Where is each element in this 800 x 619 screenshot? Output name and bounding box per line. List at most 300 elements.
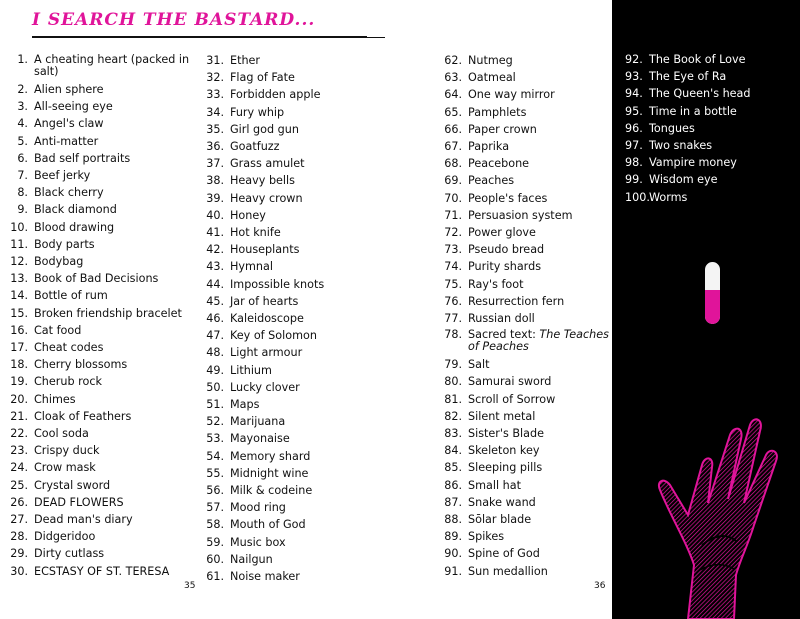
item-text: Milk & codeine xyxy=(230,484,313,498)
list-item xyxy=(8,356,198,373)
page-number-left: 35 xyxy=(184,581,196,591)
item-text: Forbidden apple xyxy=(230,88,321,102)
item-number: 97. xyxy=(625,139,643,153)
list-item xyxy=(204,413,404,430)
item-number: 88. xyxy=(444,513,462,527)
item-number: 56. xyxy=(206,484,224,498)
item-number: 75. xyxy=(444,277,462,291)
list-item xyxy=(440,310,610,327)
item-number: 74. xyxy=(444,260,462,274)
item-number: 44. xyxy=(206,277,224,291)
item-number: 31. xyxy=(206,54,224,67)
list-item xyxy=(440,528,610,545)
item-number: 39. xyxy=(206,191,224,205)
item-number: 54. xyxy=(206,449,224,463)
item-number: 29. xyxy=(10,547,28,561)
item-text: Girl god gun xyxy=(230,122,299,136)
item-number: 37. xyxy=(206,157,224,171)
item-number: 57. xyxy=(206,501,224,515)
list-item xyxy=(440,104,610,121)
list-item xyxy=(8,52,198,81)
item-text: Kaleidoscope xyxy=(230,312,304,326)
title-underline-tail xyxy=(367,37,385,38)
item-number: 96. xyxy=(625,121,643,135)
item-number: 46. xyxy=(206,312,224,326)
item-text: Peacebone xyxy=(468,157,530,171)
item-text: Dead man's diary xyxy=(34,513,133,527)
item-text: Nutmeg xyxy=(468,54,513,67)
item-text: Impossible knots xyxy=(230,277,325,291)
list-item xyxy=(440,121,610,138)
item-number: 89. xyxy=(444,530,462,544)
item-number: 73. xyxy=(444,243,462,257)
list-item xyxy=(440,477,610,494)
item-number: 62. xyxy=(444,54,462,67)
list-item xyxy=(204,534,404,551)
item-number: 27. xyxy=(10,513,28,527)
item-text: Hymnal xyxy=(230,260,273,274)
list-item xyxy=(8,322,198,339)
list-item xyxy=(204,499,404,516)
item-number: 8. xyxy=(17,186,28,200)
item-text: Cloak of Feathers xyxy=(34,409,132,423)
list-item xyxy=(8,459,198,476)
item-text: Paprika xyxy=(468,140,510,154)
list-item xyxy=(204,465,404,482)
item-number: 3. xyxy=(17,100,28,114)
list-item xyxy=(204,516,404,533)
item-text: All-seeing eye xyxy=(34,100,113,114)
item-text: Spine of God xyxy=(468,547,540,561)
item-text: Blood drawing xyxy=(34,220,115,234)
item-text: Sleeping pills xyxy=(468,461,543,475)
list-item xyxy=(204,138,404,155)
item-number: 13. xyxy=(10,272,28,286)
item-number: 69. xyxy=(444,174,462,188)
list-item xyxy=(8,184,198,201)
list-item xyxy=(440,276,610,293)
item-text: Hot knife xyxy=(230,226,281,240)
pill-capsule-pink-half xyxy=(705,290,720,324)
item-number: 87. xyxy=(444,495,462,509)
list-item xyxy=(8,150,198,167)
item-number: 6. xyxy=(17,151,28,165)
item-number: 64. xyxy=(444,88,462,102)
item-number: 55. xyxy=(206,466,224,480)
pill-capsule-illustration xyxy=(705,262,720,324)
list-item xyxy=(8,494,198,511)
list-item xyxy=(440,442,610,459)
list-item xyxy=(8,287,198,304)
list-item xyxy=(8,528,198,545)
list-item xyxy=(204,482,404,499)
item-number: 90. xyxy=(444,547,462,561)
list-item xyxy=(204,69,404,86)
item-text: Light armour xyxy=(230,346,303,360)
item-text: Flag of Fate xyxy=(230,71,295,85)
item-number: 14. xyxy=(10,289,28,303)
list-item xyxy=(625,85,795,102)
item-number: 23. xyxy=(10,444,28,458)
item-text: Mouth of God xyxy=(230,518,306,532)
item-text: Wisdom eye xyxy=(649,173,718,187)
list-item xyxy=(204,258,404,275)
item-text: Maps xyxy=(230,398,260,412)
item-list-column-4 xyxy=(625,51,795,206)
list-item xyxy=(204,344,404,361)
item-text: A cheating heart (packed in salt) xyxy=(34,53,190,78)
item-number: 30. xyxy=(10,564,28,578)
item-text: Skeleton key xyxy=(468,444,540,458)
item-number: 81. xyxy=(444,392,462,406)
item-number: 42. xyxy=(206,243,224,257)
list-item xyxy=(440,224,610,241)
item-text: Snake wand xyxy=(468,495,536,509)
item-text: Sister's Blade xyxy=(468,427,544,441)
item-number: 4. xyxy=(17,117,28,131)
item-text: The Book of Love xyxy=(649,53,746,66)
list-item xyxy=(204,241,404,258)
list-item xyxy=(440,172,610,189)
item-text: Heavy crown xyxy=(230,191,303,205)
list-item xyxy=(204,568,404,585)
list-item xyxy=(204,551,404,568)
list-item xyxy=(440,86,610,103)
item-text: Time in a bottle xyxy=(649,104,737,118)
item-text: Paper crown xyxy=(468,122,537,136)
item-number: 67. xyxy=(444,140,462,154)
item-number: 80. xyxy=(444,375,462,389)
item-number: 10. xyxy=(10,220,28,234)
item-number: 82. xyxy=(444,409,462,423)
item-text: Bad self portraits xyxy=(34,151,131,165)
list-item xyxy=(204,327,404,344)
item-text: Beef jerky xyxy=(34,169,91,183)
item-number: 76. xyxy=(444,294,462,308)
item-number: 92. xyxy=(625,53,643,66)
list-item xyxy=(204,379,404,396)
item-text: The Eye of Ra xyxy=(649,70,727,84)
item-text: Mayonaise xyxy=(230,432,290,446)
item-number: 52. xyxy=(206,415,224,429)
item-number: 5. xyxy=(17,134,28,148)
item-text: Two snakes xyxy=(649,139,713,153)
list-item xyxy=(440,408,610,425)
item-text: Heavy bells xyxy=(230,174,295,188)
item-text: Bodybag xyxy=(34,255,84,269)
item-number: 9. xyxy=(17,203,28,217)
item-text: Marijuana xyxy=(230,415,286,429)
list-item xyxy=(8,98,198,115)
list-item xyxy=(8,253,198,270)
item-text: Silent metal xyxy=(468,409,536,423)
item-number: 68. xyxy=(444,157,462,171)
list-item xyxy=(8,408,198,425)
item-text: Crystal sword xyxy=(34,478,111,492)
list-item xyxy=(8,236,198,253)
item-text: Lucky clover xyxy=(230,380,300,394)
item-number: 78. xyxy=(444,328,462,342)
list-item xyxy=(8,545,198,562)
item-number: 79. xyxy=(444,358,462,372)
item-text: Body parts xyxy=(34,237,95,251)
list-item xyxy=(625,137,795,154)
item-text: Music box xyxy=(230,535,286,549)
item-number: 1. xyxy=(17,53,28,66)
list-item xyxy=(440,293,610,310)
item-number: 60. xyxy=(206,552,224,566)
item-text: Fury whip xyxy=(230,105,285,119)
item-number: 11. xyxy=(10,237,28,251)
item-text: Black cherry xyxy=(34,186,104,200)
item-text: Resurrection fern xyxy=(468,294,565,308)
raised-hand-illustration xyxy=(630,395,790,619)
item-number: 51. xyxy=(206,398,224,412)
item-list-column-3 xyxy=(440,52,610,580)
item-number: 19. xyxy=(10,375,28,389)
item-text: ECSTASY OF ST. TERESA xyxy=(34,564,170,578)
list-item xyxy=(8,201,198,218)
item-text: Black diamond xyxy=(34,203,117,217)
item-text: Didgeridoo xyxy=(34,530,96,544)
item-number: 25. xyxy=(10,478,28,492)
item-number: 98. xyxy=(625,156,643,170)
list-item xyxy=(625,103,795,120)
item-number: 24. xyxy=(10,461,28,475)
list-item xyxy=(440,545,610,562)
item-number: 47. xyxy=(206,329,224,343)
list-item xyxy=(204,207,404,224)
item-number: 72. xyxy=(444,226,462,240)
item-text: Power glove xyxy=(468,226,536,240)
item-text: Noise maker xyxy=(230,570,300,584)
item-number: 59. xyxy=(206,535,224,549)
list-item xyxy=(8,219,198,236)
list-item xyxy=(8,373,198,390)
list-item xyxy=(8,167,198,184)
item-number: 7. xyxy=(17,169,28,183)
list-item xyxy=(204,276,404,293)
item-number: 15. xyxy=(10,306,28,320)
item-number: 21. xyxy=(10,409,28,423)
list-item xyxy=(440,138,610,155)
item-text: Honey xyxy=(230,208,266,222)
item-number: 38. xyxy=(206,174,224,188)
item-number: 41. xyxy=(206,226,224,240)
item-number: 50. xyxy=(206,380,224,394)
list-item xyxy=(440,373,610,390)
item-text: Houseplants xyxy=(230,243,300,257)
item-number: 20. xyxy=(10,392,28,406)
list-item xyxy=(8,511,198,528)
list-item xyxy=(625,154,795,171)
item-number: 61. xyxy=(206,570,224,584)
list-item xyxy=(204,430,404,447)
list-item xyxy=(440,356,610,373)
item-text: Salt xyxy=(468,358,490,372)
list-item xyxy=(204,104,404,121)
list-item xyxy=(625,189,795,206)
item-text: Crow mask xyxy=(34,461,96,475)
item-number: 77. xyxy=(444,312,462,326)
item-number: 91. xyxy=(444,564,462,578)
item-text: Chimes xyxy=(34,392,76,406)
item-number: 48. xyxy=(206,346,224,360)
list-item xyxy=(8,477,198,494)
item-list-column-2 xyxy=(204,52,404,585)
item-text: Spikes xyxy=(468,530,505,544)
list-item xyxy=(440,391,610,408)
list-item xyxy=(625,68,795,85)
item-number: 70. xyxy=(444,191,462,205)
item-text: Small hat xyxy=(468,478,521,492)
item-text: Ether xyxy=(230,54,261,67)
item-number: 45. xyxy=(206,294,224,308)
item-text: Purity shards xyxy=(468,260,542,274)
list-item xyxy=(8,563,198,580)
item-number: 63. xyxy=(444,71,462,85)
item-text: Book of Bad Decisions xyxy=(34,272,159,286)
list-item xyxy=(204,121,404,138)
item-text: Cat food xyxy=(34,323,82,337)
item-text: Bottle of rum xyxy=(34,289,108,303)
list-item xyxy=(204,310,404,327)
item-text: Pamphlets xyxy=(468,105,527,119)
item-number: 94. xyxy=(625,87,643,101)
item-number: 99. xyxy=(625,173,643,187)
list-item xyxy=(8,442,198,459)
item-number: 58. xyxy=(206,518,224,532)
list-item xyxy=(204,396,404,413)
item-text: Jar of hearts xyxy=(230,294,299,308)
item-number: 18. xyxy=(10,358,28,372)
list-item xyxy=(8,305,198,322)
list-item xyxy=(8,339,198,356)
item-number: 26. xyxy=(10,495,28,509)
item-text: Cherub rock xyxy=(34,375,102,389)
item-number: 66. xyxy=(444,122,462,136)
item-text: DEAD FLOWERS xyxy=(34,495,124,509)
item-text: Crispy duck xyxy=(34,444,100,458)
item-text: Samurai sword xyxy=(468,375,552,389)
list-item xyxy=(440,459,610,476)
list-item xyxy=(440,69,610,86)
list-item xyxy=(8,81,198,98)
item-text: Anti-matter xyxy=(34,134,99,148)
item-text: Vampire money xyxy=(649,156,737,170)
item-text: Russian doll xyxy=(468,312,535,326)
list-item xyxy=(440,494,610,511)
list-item xyxy=(625,171,795,188)
list-item xyxy=(440,190,610,207)
item-number: 16. xyxy=(10,323,28,337)
item-text: Memory shard xyxy=(230,449,311,463)
item-number: 71. xyxy=(444,208,462,222)
item-number: 100. xyxy=(625,190,650,204)
item-text: Sun medallion xyxy=(468,564,548,578)
list-item xyxy=(440,511,610,528)
list-item xyxy=(625,51,795,68)
item-number: 34. xyxy=(206,105,224,119)
item-text: Broken friendship bracelet xyxy=(34,306,182,320)
item-text: Persuasion system xyxy=(468,208,573,222)
title-underline xyxy=(32,36,367,38)
item-number: 85. xyxy=(444,461,462,475)
list-item xyxy=(204,448,404,465)
item-number: 36. xyxy=(206,140,224,154)
item-number: 12. xyxy=(10,255,28,269)
item-number: 84. xyxy=(444,444,462,458)
item-text: Pseudo bread xyxy=(468,243,545,257)
item-text: Sōlar blade xyxy=(468,513,532,527)
list-item xyxy=(440,52,610,69)
item-text: Goatfuzz xyxy=(230,140,280,154)
item-text: Scroll of Sorrow xyxy=(468,392,556,406)
item-number: 93. xyxy=(625,70,643,84)
item-list-column-1 xyxy=(8,52,198,580)
item-text: Angel's claw xyxy=(34,117,104,131)
page-title: I SEARCH THE BASTARD... xyxy=(32,10,316,30)
item-text: Cherry blossoms xyxy=(34,358,128,372)
item-number: 86. xyxy=(444,478,462,492)
list-item xyxy=(8,391,198,408)
list-item xyxy=(440,207,610,224)
item-number: 40. xyxy=(206,208,224,222)
item-number: 32. xyxy=(206,71,224,85)
list-item xyxy=(440,563,610,580)
item-text: Cheat codes xyxy=(34,341,104,355)
item-text: Dirty cutlass xyxy=(34,547,105,561)
item-number: 33. xyxy=(206,88,224,102)
item-number: 28. xyxy=(10,530,28,544)
list-item xyxy=(440,327,610,356)
item-number: 2. xyxy=(17,83,28,96)
list-item xyxy=(440,425,610,442)
list-item xyxy=(204,190,404,207)
list-item xyxy=(625,120,795,137)
list-item xyxy=(8,425,198,442)
item-text: Oatmeal xyxy=(468,71,516,85)
item-text: Alien sphere xyxy=(34,83,104,96)
list-item xyxy=(204,52,404,69)
item-text: The Queen's head xyxy=(649,87,751,101)
item-number: 43. xyxy=(206,260,224,274)
item-number: 95. xyxy=(625,104,643,118)
item-text: People's faces xyxy=(468,191,548,205)
list-item xyxy=(204,172,404,189)
item-text: Nailgun xyxy=(230,552,273,566)
item-text: Midnight wine xyxy=(230,466,309,480)
item-number: 35. xyxy=(206,122,224,136)
list-item xyxy=(204,362,404,379)
item-number: 83. xyxy=(444,427,462,441)
item-text: Grass amulet xyxy=(230,157,305,171)
item-text: Sacred text: The Teaches of Peaches xyxy=(468,328,609,354)
item-text: Mood ring xyxy=(230,501,286,515)
item-text: Peaches xyxy=(468,174,515,188)
list-item xyxy=(440,258,610,275)
list-item xyxy=(440,155,610,172)
page-number-right: 36 xyxy=(594,581,606,591)
item-number: 53. xyxy=(206,432,224,446)
item-number: 17. xyxy=(10,341,28,355)
item-text: Worms xyxy=(649,190,688,204)
list-item xyxy=(204,155,404,172)
list-item xyxy=(8,133,198,150)
list-item xyxy=(204,86,404,103)
list-item xyxy=(204,224,404,241)
item-text: One way mirror xyxy=(468,88,555,102)
